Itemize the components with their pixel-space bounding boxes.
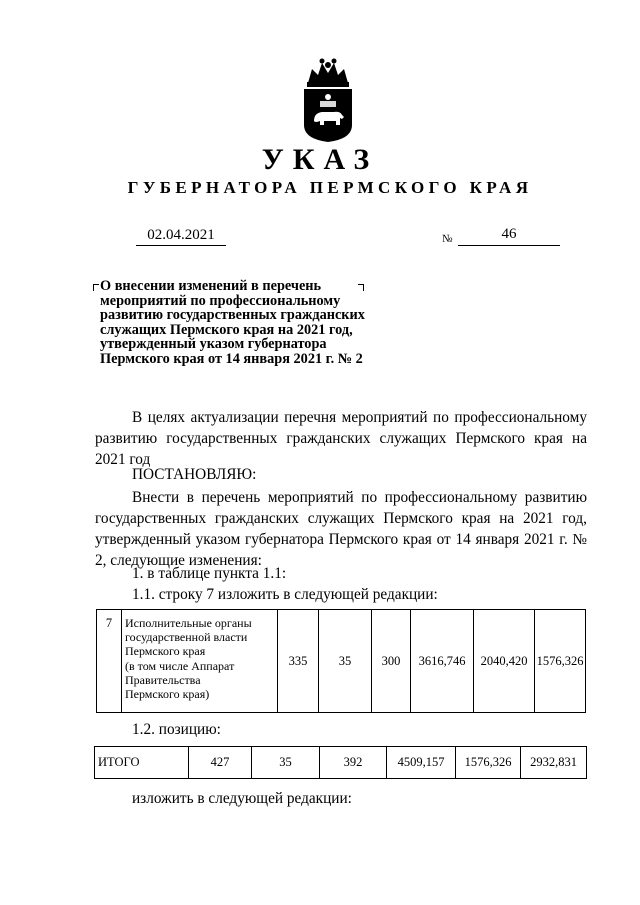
heading-line: Пермского края от 14 января 2021 г. № 2 [100, 350, 363, 367]
table-cell: 35 [252, 747, 320, 779]
table-cell: 1576,326 [535, 610, 586, 713]
org-line: Правительства [125, 672, 201, 687]
table-cell: 335 [278, 610, 319, 713]
heading-line: развитию государственных гражданских [100, 307, 365, 324]
resolution-keyword: ПОСТАНОВЛЯЮ: [132, 466, 257, 483]
org-line: государственной власти [125, 630, 248, 645]
clause-1-2: 1.2. позицию: [132, 721, 221, 738]
closing-phrase: изложить в следующей редакции: [132, 790, 352, 807]
document-heading [100, 279, 390, 367]
document-date: 02.04.2021 [136, 227, 226, 246]
table-cell: 1576,326 [456, 747, 521, 779]
org-line: Пермского края) [125, 687, 210, 702]
table-cell: 427 [189, 747, 252, 779]
table-cell: 4509,157 [387, 747, 456, 779]
table-cell-total-label: ИТОГО [95, 747, 189, 779]
row-7-table [96, 609, 586, 713]
table-cell-organization [122, 610, 278, 713]
number-label: № [442, 233, 453, 245]
table-row [97, 610, 586, 713]
table-cell: 392 [320, 747, 387, 779]
table-cell-number: 7 [97, 610, 122, 713]
amendment-paragraph: Внести в перечень мероприятий по профессиональному развитию государственных гражданских служащих Пермского края на 2021 год, утвержденный указом губернатора Пермского края от 14 января 2021 г. № 2, следующие изменения: [95, 489, 587, 569]
heading-line: утвержденный указом губернатора [100, 336, 327, 353]
perm-krai-coat-of-arms-icon [298, 55, 358, 143]
org-line: Пермского края [125, 644, 206, 659]
document-subtitle: ГУБЕРНАТОРА ПЕРМСКОГО КРАЯ [127, 178, 533, 197]
heading-line: О внесении изменений в перечень [100, 278, 322, 294]
clause-1: 1. в таблице пункта 1.1: [132, 565, 287, 582]
heading-line: мероприятий по профессиональному [100, 292, 341, 309]
total-row-table [94, 746, 587, 779]
heading-bracket-left [93, 284, 99, 291]
document-title: УКАЗ [261, 143, 379, 176]
heading-line: служащих Пермского края на 2021 год, [100, 321, 353, 338]
org-line: Исполнительные органы [125, 616, 252, 630]
table-cell: 300 [372, 610, 411, 713]
table-cell: 2040,420 [474, 610, 535, 713]
table-cell: 35 [319, 610, 372, 713]
preamble-paragraph: В целях актуализации перечня мероприятий по профессиональному развитию государственных гражданских служащих Пермского края на 2021 год [95, 409, 587, 468]
org-line: (в том числе Аппарат [125, 658, 235, 673]
document-number: 46 [458, 226, 560, 246]
table-cell: 3616,746 [411, 610, 474, 713]
table-row [95, 747, 587, 779]
table-cell: 2932,831 [521, 747, 587, 779]
clause-1-1: 1.1. строку 7 изложить в следующей редакции: [132, 586, 438, 603]
